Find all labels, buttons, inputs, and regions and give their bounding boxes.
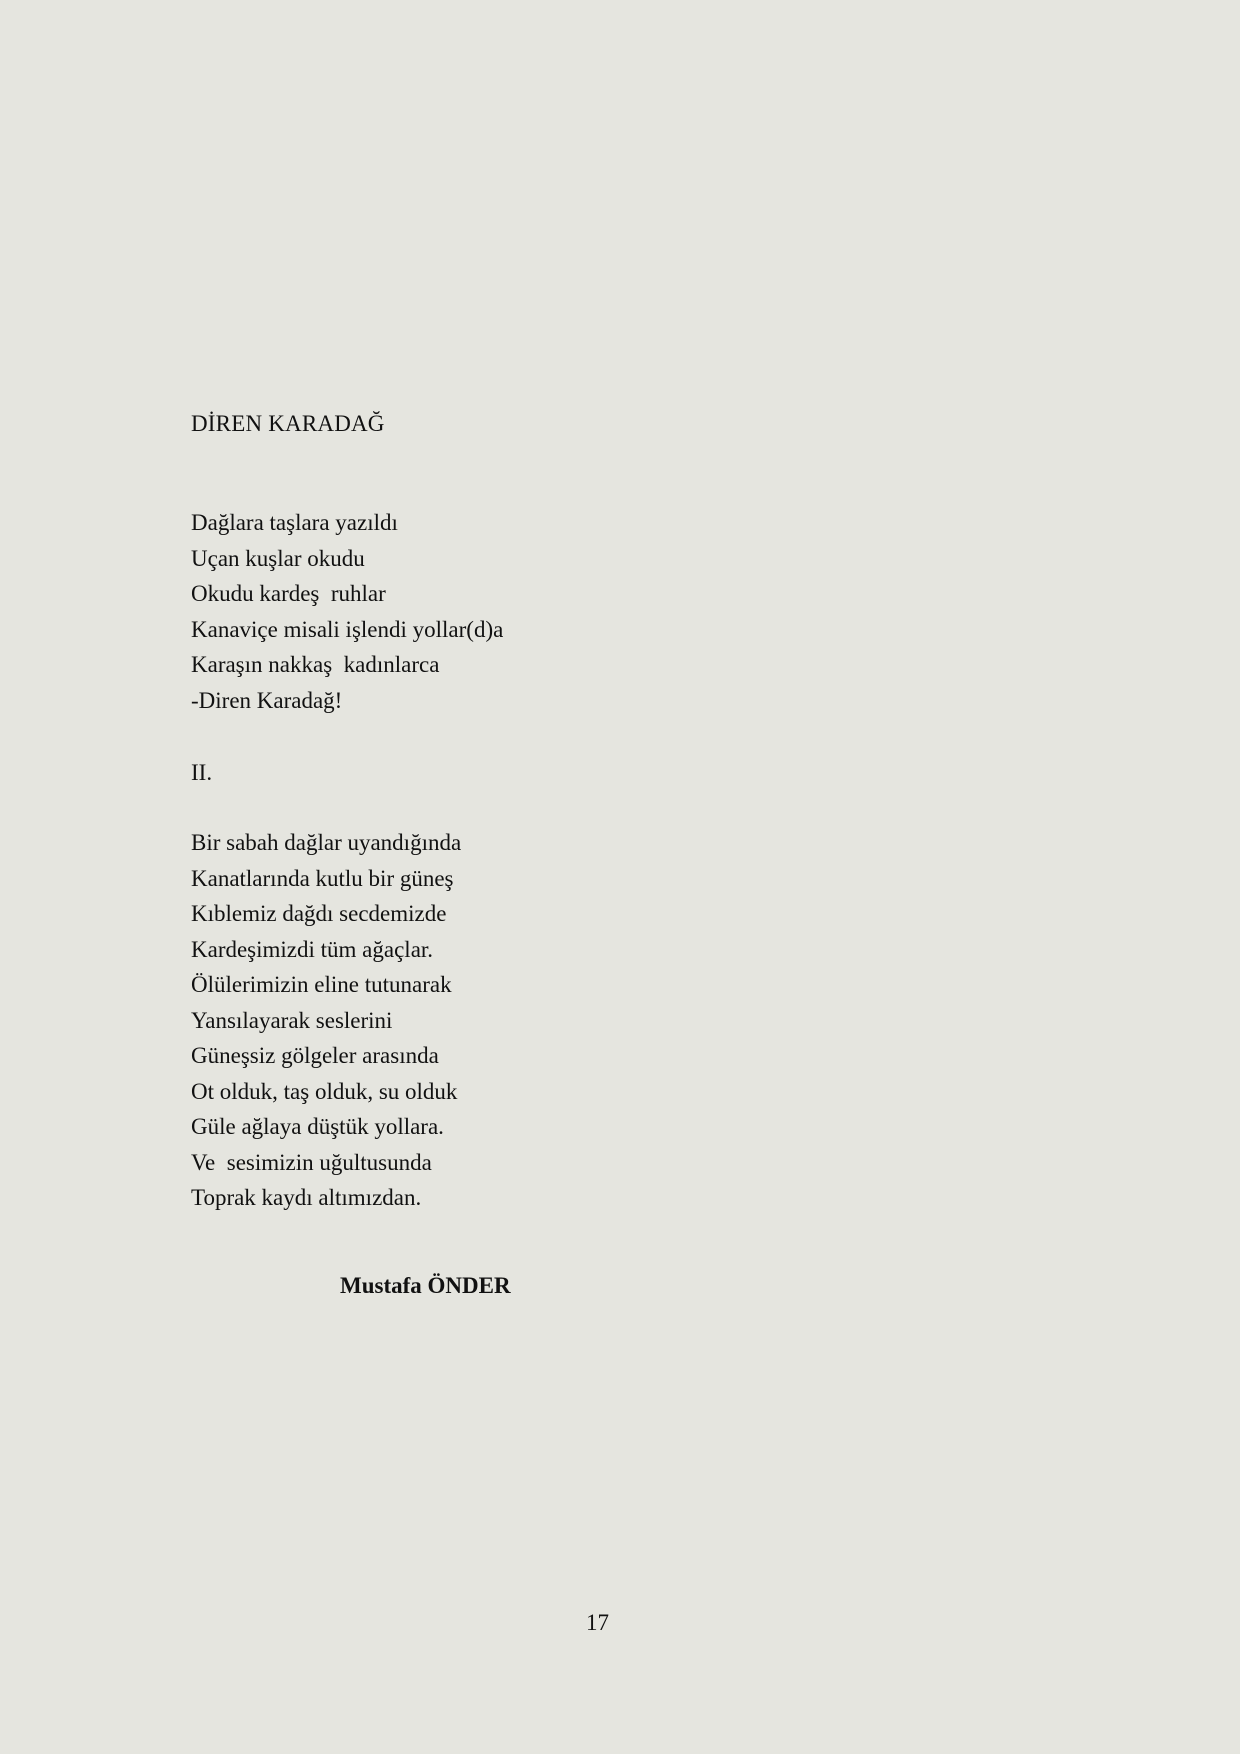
poem-line: Güneşsiz gölgeler arasında [191, 1043, 439, 1068]
poem-line: Ot olduk, taş olduk, su olduk [191, 1078, 458, 1104]
poem-line: Ve sesimizin uğultusunda [191, 1149, 432, 1175]
page-number: 17 [586, 1610, 609, 1635]
poem-line: Yansılayarak seslerini [191, 1007, 393, 1033]
poem-line: Uçan kuşlar okudu [191, 545, 365, 571]
poem-line: Kıblemiz dağdı secdemizde [191, 901, 447, 926]
poem-line: Karaşın nakkaş kadınlarca [191, 652, 440, 677]
poem-line: Toprak kaydı altımızdan. [191, 1185, 422, 1210]
poem-line: Kanaviçe misali işlendi yollar(d)a [191, 616, 504, 642]
section-marker: II. [191, 760, 213, 785]
stanza-1 [191, 505, 503, 718]
poem-line: Okudu kardeş ruhlar [191, 581, 386, 606]
poem-line: Kardeşimizdi tüm ağaçlar. [191, 936, 434, 962]
poem-title: DİREN KARADAĞ [191, 411, 385, 436]
poem-line: Ölülerimizin eline tutunarak [191, 972, 452, 997]
poem-line: Dağlara taşlara yazıldı [191, 510, 398, 535]
poem-line: Kanatlarında kutlu bir güneş [191, 865, 454, 891]
poem-line: Bir sabah dağlar uyandığında [191, 830, 462, 855]
poem-author: Mustafa ÖNDER [340, 1273, 511, 1298]
stanza-2 [191, 825, 461, 1216]
poem-line: -Diren Karadağ! [191, 687, 343, 713]
poem-line: Güle ağlaya düştük yollara. [191, 1114, 444, 1139]
